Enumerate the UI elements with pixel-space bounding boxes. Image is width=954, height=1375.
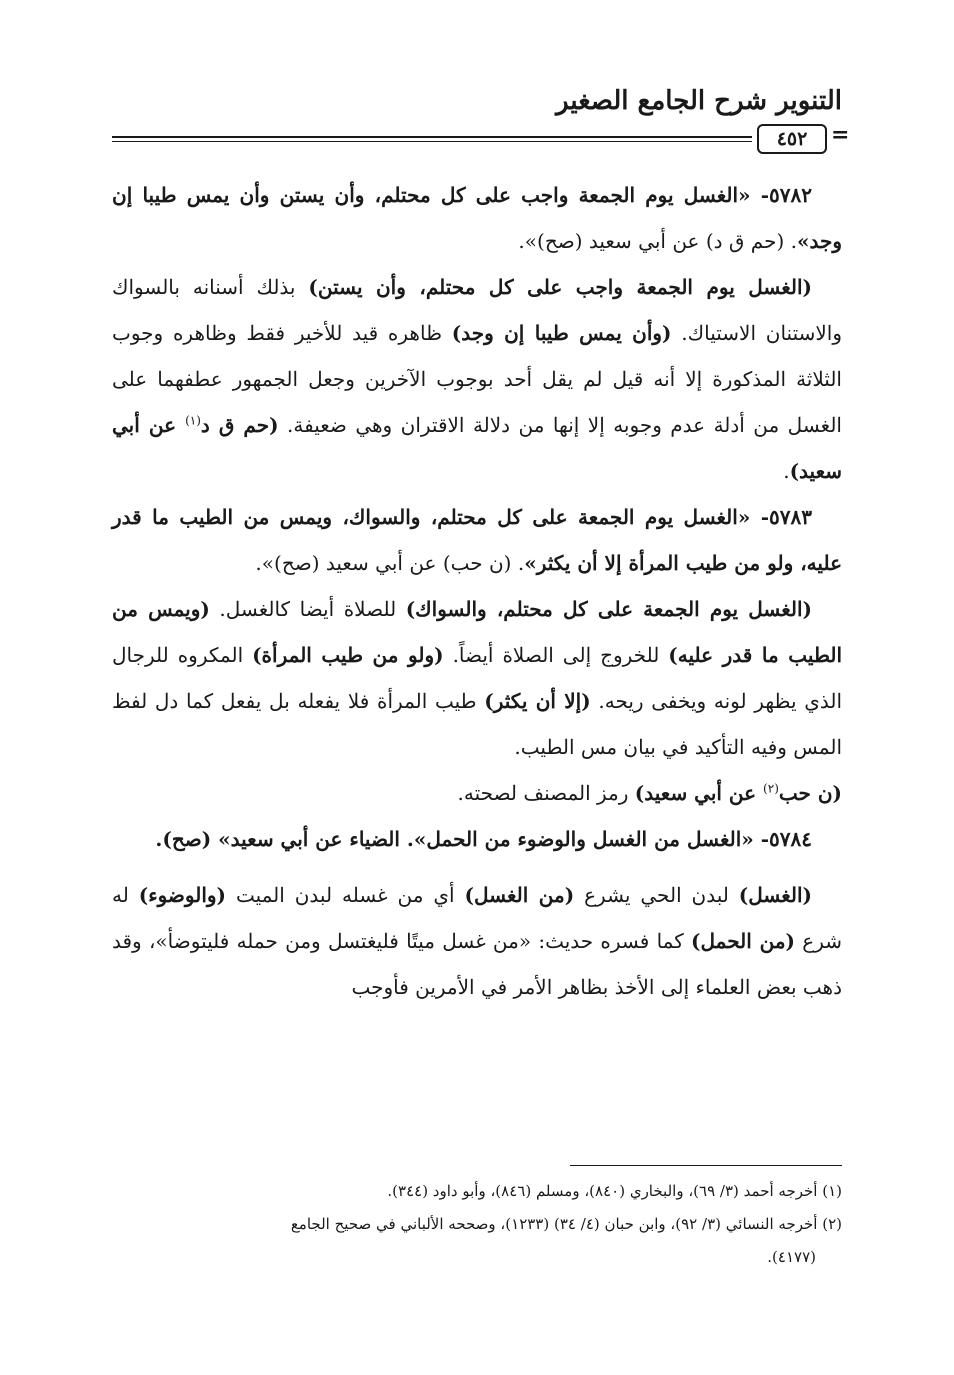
running-header-title: التنوير شرح الجامع الصغير: [556, 86, 842, 116]
commentary-5783: [112, 586, 842, 770]
quoted-text: (والوضوء): [138, 883, 227, 907]
commentary-text: .: [783, 459, 790, 483]
hadith-reference: . (ن حب) عن أبي سعيد (صح)».: [255, 551, 525, 575]
quoted-text: (ن حب: [778, 781, 842, 805]
hadith-number: ٥٧٨٤-: [753, 827, 812, 851]
hadith-number: ٥٧٨٣-: [750, 505, 813, 529]
footnotes: [112, 1175, 842, 1274]
quoted-text: (الغسل يوم الجمعة على كل محتلم، والسواك): [405, 597, 812, 621]
commentary-text: لبدن الحي يشرع: [574, 883, 739, 907]
quoted-text: (من الحمل): [691, 929, 796, 953]
commentary-text: له شرع: [112, 883, 842, 953]
hadith-5784: [112, 816, 842, 862]
quoted-text: (الغسل): [738, 883, 812, 907]
commentary-text: ظاهره قيد للأخير فقط وظاهره وجوب الثلاثة المذكورة إلا أنه قيل لم يقل أحد بوجوب الآخرين وجعل الجمهور عطفهما على الغسل من أدلة عدم وجوبه إلا إنها من دلالة الاقتران وهي ضعيفة.: [112, 321, 842, 437]
page-marker: =: [831, 122, 850, 148]
header-double-rule: [112, 136, 752, 142]
commentary-text: رمز المصنف لصحته.: [457, 781, 635, 805]
footnote-2: (٢) أخرجه النسائي (٣/ ٩٢)، وابن حبان (٤/ ٣٤) (١٢٣٣)، وصححه الألباني في صحيح الجامع: [290, 1215, 842, 1233]
main-text: [112, 172, 842, 1010]
quoted-text: (إلا أن يكثر): [484, 689, 591, 713]
quoted-text: عن أبي سعيد): [634, 781, 764, 805]
quoted-text: (الغسل يوم الجمعة واجب على كل محتلم، وأن يستن): [308, 275, 812, 299]
quoted-text: (من الغسل): [464, 883, 575, 907]
quoted-text: (ويمس من الطيب ما قدر عليه): [112, 597, 842, 667]
hadith-5783: [112, 494, 842, 586]
page-number: ٤٥٢: [757, 124, 827, 154]
commentary-text: طيب المرأة فلا يفعله بل يفعل كما دل لفظ المس وفيه التأكيد في بيان مس الطيب.: [112, 689, 842, 759]
footnote-separator: [570, 1165, 842, 1166]
commentary-text: بذلك أسنانه بالسواك والاستنان الاستياك.: [112, 275, 843, 345]
commentary-text: للخروج إلى الصلاة أيضاً.: [443, 643, 669, 667]
hadith-text: «الغسل من الغسل والوضوء من الحمل». الضياء عن أبي سعيد» (صح).: [155, 827, 754, 851]
hadith-text: «الغسل يوم الجمعة واجب على كل محتلم، وأن يستن وأن يمس طيبا إن وجد»: [112, 183, 842, 253]
hadith-number: ٥٧٨٢-: [750, 183, 812, 207]
quoted-text: (وأن يمس طيبا إن وجد): [451, 321, 672, 345]
quoted-text: (حم ق د: [200, 413, 279, 437]
footnote-1: (١) أخرجه أحمد (٣/ ٦٩)، والبخاري (٨٤٠)، ومسلم (٨٤٦)، وأبو داود (٣٤٤).: [387, 1182, 842, 1200]
footnote-ref: (٢): [763, 781, 779, 796]
commentary-text: للصلاة أيضا كالغسل.: [209, 597, 406, 621]
commentary-5783-end: [112, 770, 842, 816]
commentary-5782: [112, 264, 842, 494]
hadith-5782: [112, 172, 842, 264]
hadith-text: «الغسل يوم الجمعة على كل محتلم، والسواك، ويمس من الطيب ما قدر عليه، ولو من طيب المرأة إلا أن يكثر»: [112, 505, 842, 575]
commentary-text: المكروه للرجال الذي يظهر لونه ويخفى ريحه.: [112, 643, 842, 713]
footnote-ref: (١): [185, 413, 201, 428]
commentary-text: أي من غسله لبدن الميت: [226, 883, 465, 907]
hadith-reference: . (حم ق د) عن أبي سعيد (صح)».: [518, 229, 797, 253]
quoted-text: عن أبي سعيد): [112, 413, 842, 483]
commentary-text: كما فسره حديث: «من غسل ميتًا فليغتسل ومن حمله فليتوضأ»، وقد ذهب بعض العلماء إلى الأخذ بظاهر الأمر في الأمرين فأوجب: [112, 929, 842, 999]
quoted-text: (ولو من طيب المرأة): [252, 643, 444, 667]
commentary-5784: [112, 872, 842, 1010]
footnote-2-continuation: (٤١٧٧).: [767, 1248, 816, 1266]
